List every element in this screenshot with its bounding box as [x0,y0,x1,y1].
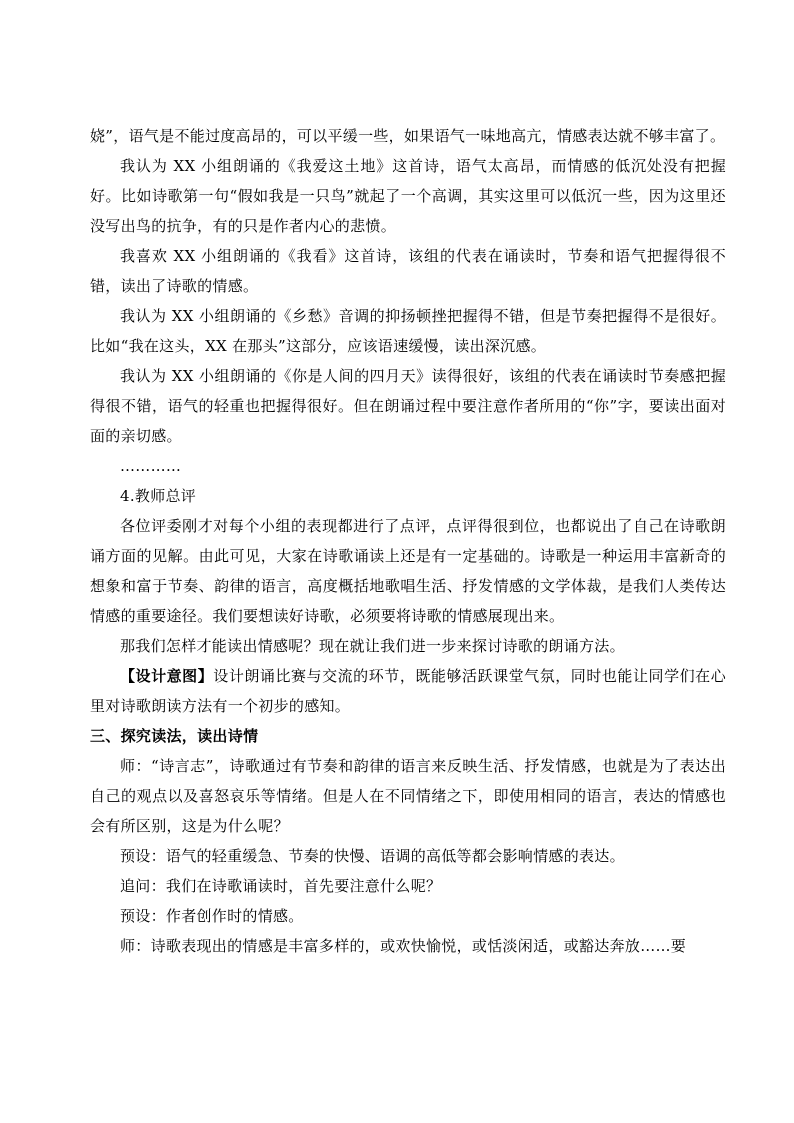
paragraph-teacher-emotion: 师：诗歌表现出的情感是丰富多样的，或欢快愉悦，或恬淡闲适，或豁达奔放……要 [120,937,687,955]
ellipsis-line: ………… [120,457,182,475]
section-heading: 三、探究读法，读出诗情 [90,727,259,745]
paragraph-teacher-question: 师：“诗言志”，诗歌通过有节奏和韵律的语言来反映生活、抒发情感，也就是为了表达出自己的观点以及喜怒哀乐等情绪。但是人在不同情绪之下，即使用相同的语言，表达的情感也会有所区别，这是为什么呢？ [90,757,726,835]
paragraph-review-1: 我认为 XX 小组朗诵的《我爱这土地》这首诗，语气太高昂，而情感的低沉处没有把握好。比如诗歌第一句“假如我是一只鸟”就起了一个高调，其实这里可以低沉一些，因为这里还没写出鸟的抗争，有的只是作者内心的悲愤。 [90,157,726,235]
paragraph-continuation: 娆”，语气是不能过度高昂的，可以平缓一些，如果语气一味地高亢，情感表达就不够丰富了。 [90,127,726,145]
paragraph-teacher-summary: 各位评委刚才对每个小组的表现都进行了点评，点评得很到位，也都说出了自己在诗歌朗诵方面的见解。由此可见，大家在诗歌诵读上还是有一定基础的。诗歌是一种运用丰富新奇的想象和富于节奏、韵律的语言，高度概括地歌唱生活、抒发情感的文学体裁，是我们人类传达情感的重要途径。我们要想读好诗歌，必须要将诗歌的情感展现出来。 [90,517,726,625]
paragraph-review-4: 我认为 XX 小组朗诵的《你是人间的四月天》读得很好，该组的代表在诵读时节奏感把握得很不错，语气的轻重也把握得很好。但在朗诵过程中要注意作者所用的“你”字，要读出面对面的亲切感。 [90,367,726,445]
paragraph-review-3: 我认为 XX 小组朗诵的《乡愁》音调的抑扬顿挫把握得不错，但是节奏把握得不是很好。比如“我在这头，XX 在那头”这部分，应该语速缓慢，读出深沉感。 [90,307,726,355]
subsection-heading: 4.教师总评 [120,487,197,505]
paragraph-preset-1: 预设：语气的轻重缓急、节奏的快慢、语调的高低等都会影响情感的表达。 [120,847,625,865]
paragraph-transition: 那我们怎样才能读出情感呢？现在就让我们进一步来探讨诗歌的朗诵方法。 [120,637,625,655]
document-page [90,121,726,961]
paragraph-review-2: 我喜欢 XX 小组朗诵的《我看》这首诗，该组的代表在诵读时，节奏和语气把握得很不错，读出了诗歌的情感。 [90,247,726,295]
paragraph-follow-up: 追问：我们在诗歌诵读时，首先要注意什么呢？ [120,877,442,895]
design-intent-text: 设计朗诵比赛与交流的环节，既能够活跃课堂气氛，同时也能让同学们在心里对诗歌朗读方法有一个初步的感知。 [90,667,727,715]
paragraph-preset-2: 预设：作者创作时的情感。 [120,907,304,925]
design-intent-label: 【设计意图】 [120,667,214,685]
paragraph-design-intent [90,661,726,721]
